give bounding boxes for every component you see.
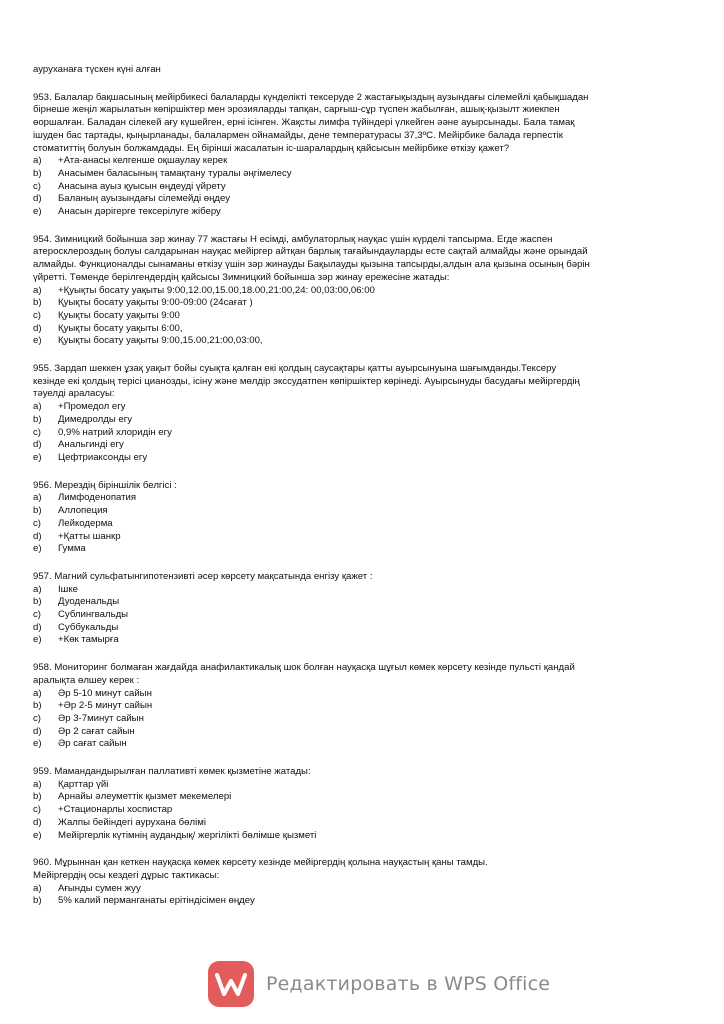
option-letter: a) — [33, 583, 42, 595]
option-letter: e) — [33, 206, 42, 218]
question-text-line: 955. Зардап шеккен ұзақ уақыт бойы суықта қалған екі қолдың саусақтары қатты ауырсынуына шағымданды.Тексеру — [33, 363, 557, 375]
question-text-line: 957. Магний сульфатынгипотензивті әсер көрсету мақсатында енгізу қажет : — [33, 570, 373, 582]
option-text: Баланың ауызындағы сілемейді өңдеу — [58, 193, 231, 205]
question-block — [33, 857, 698, 908]
question-text-line: тәуелді араласуы: — [33, 388, 115, 400]
option-text: Әр 3-7минут сайын — [58, 712, 144, 724]
answer-option — [33, 414, 698, 427]
answer-option — [33, 323, 698, 336]
question-block — [33, 363, 698, 465]
option-text: Қуықты босату уақыты 9:00-09:00 (24сағат ) — [58, 297, 253, 309]
question-block — [33, 234, 698, 348]
answer-option — [33, 181, 698, 194]
option-letter: a) — [33, 778, 42, 790]
option-letter: e) — [33, 451, 42, 463]
option-text: Қуықты босату уақыты 6:00, — [58, 322, 183, 334]
option-text: +Промедол егу — [58, 401, 126, 413]
option-text: Анасына ауыз қуысын өңдеуді үйрету — [58, 180, 226, 192]
wps-edit-banner[interactable] — [208, 960, 550, 1008]
option-letter: c) — [33, 804, 41, 816]
wps-logo-icon[interactable] — [208, 961, 254, 1007]
option-text: 0,9% натрий хлоридін егу — [58, 426, 172, 438]
option-text: Әр сағат сайын — [58, 738, 127, 750]
option-text: Қуықты босату уақыты 9:00 — [58, 309, 180, 321]
option-text: Гумма — [58, 543, 86, 555]
option-letter: d) — [33, 816, 42, 828]
question-list — [33, 92, 698, 908]
option-text: Жалпы бейіндегі аурухана бөлімі — [58, 816, 206, 828]
answer-option — [33, 596, 698, 609]
answer-option — [33, 883, 698, 896]
option-text: +Көк тамырға — [58, 634, 119, 646]
question-text-line: алмайды. Функционалды сынаманы өткізу үшін зәр жинауды Бақылауды қызына тапсырды,алдын ала қызына осының бәрін — [33, 259, 590, 271]
answer-option — [33, 206, 698, 219]
answer-option — [33, 193, 698, 206]
question-text-line: ішуден бас тартады, қыңырланады, балалармен ойнамайды, дене температурасы 37,3ºС. Мейірбике балада герпестік — [33, 129, 563, 141]
question-text-line: кезінде екі қолдың терісі цианозды, ісіну және мөлдір экссудатпен көпіршіктер көрінеді. Ауырсынуды басудағы мейіргердің — [33, 375, 580, 387]
question-block — [33, 662, 698, 751]
option-text: Суббукальды — [58, 621, 119, 633]
question-text-line: 959. Мамандандырылған паллативті көмек қызметіне жатады: — [33, 766, 311, 778]
option-text: Анальгинді егу — [58, 439, 124, 451]
option-letter: d) — [33, 725, 42, 737]
option-letter: b) — [33, 596, 42, 608]
answer-option — [33, 155, 698, 168]
question-text-line: аралықта өлшеу керек : — [33, 674, 140, 686]
answer-option — [33, 452, 698, 465]
question-text-line: 956. Мерездің біріншілік белгісі : — [33, 479, 177, 491]
answer-option — [33, 518, 698, 531]
answer-option — [33, 804, 698, 817]
option-letter: b) — [33, 167, 42, 179]
question-block — [33, 480, 698, 556]
question-text-line: 958. Мониторинг болмаған жағдайда анафилактикалық шок болған науқасқа шұғыл көмек көрсету кезінде пульсті қандай — [33, 662, 575, 674]
option-letter: a) — [33, 687, 42, 699]
question-text-line: Мейіргердің осы кездегі дұрыс тактикасы: — [33, 869, 220, 881]
option-text: +Әр 2-5 минут сайын — [58, 700, 153, 712]
option-letter: a) — [33, 882, 42, 894]
option-text: Сублингвальды — [58, 609, 129, 621]
answer-option — [33, 401, 698, 414]
intro-line: ауруханаға түскен күні алған — [33, 64, 161, 75]
option-letter: c) — [33, 517, 41, 529]
option-letter: d) — [33, 193, 42, 205]
question-text-line: стоматиттің болуын болжамдады. Ең бірінші жасалатын іс-шаралардың қайсысын мейірбике өткізу қажет? — [33, 142, 510, 154]
option-text: Аллопеция — [58, 505, 108, 517]
option-letter: c) — [33, 426, 41, 438]
option-letter: a) — [33, 155, 42, 167]
question-text-line: 960. Мұрыннан қан кеткен науқасқа көмек көрсету кезінде мейіргердің қолына науқастың қаны тамды. — [33, 857, 488, 869]
answer-option — [33, 335, 698, 348]
option-letter: e) — [33, 335, 42, 347]
option-letter: d) — [33, 322, 42, 334]
question-text-line: 954. Зимницкий бойынша зәр жинау 77 жастағы Н есімді, амбулаторлық науқас үшін күрделі тапсырма. Егде жаспен — [33, 233, 553, 245]
answer-option — [33, 439, 698, 452]
option-text: Анасымен баласының тамақтану туралы әңгімелесу — [58, 167, 292, 179]
answer-option — [33, 427, 698, 440]
wps-w-glyph-icon — [214, 970, 248, 998]
option-letter: a) — [33, 284, 42, 296]
question-text-line: 953. Балалар бақшасының мейірбикесі балаларды күнделікті тексеруде 2 жастағықыздың аузындағы сілемейлі қабықшадан — [33, 91, 589, 103]
option-letter: d) — [33, 439, 42, 451]
question-block — [33, 92, 698, 219]
answer-option — [33, 297, 698, 310]
answer-option — [33, 791, 698, 804]
option-text: Ішке — [58, 583, 79, 595]
option-text: +Қатты шанкр — [58, 530, 121, 542]
option-text: Анасын дәрігерге тексерілуге жіберу — [58, 206, 221, 218]
answer-option — [33, 817, 698, 830]
option-letter: c) — [33, 712, 41, 724]
option-letter: a) — [33, 492, 42, 504]
option-letter: b) — [33, 413, 42, 425]
option-letter: e) — [33, 634, 42, 646]
option-text: +Қуықты босату уақыты 9:00,12.00,15.00,18.00,21:00,24: 00,03:00,06:00 — [58, 284, 375, 296]
option-text: Лимфоденопатия — [58, 492, 137, 504]
option-text: Лейкодерма — [58, 517, 113, 529]
option-letter: d) — [33, 621, 42, 633]
option-text: Қарттар үйі — [58, 778, 109, 790]
answer-option — [33, 609, 698, 622]
answer-option — [33, 634, 698, 647]
answer-option — [33, 895, 698, 908]
question-block — [33, 571, 698, 647]
option-text: Димедролды егу — [58, 413, 133, 425]
option-letter: e) — [33, 829, 42, 841]
option-letter: b) — [33, 700, 42, 712]
answer-option — [33, 830, 698, 843]
answer-option — [33, 713, 698, 726]
answer-option — [33, 531, 698, 544]
answer-option — [33, 726, 698, 739]
option-letter: c) — [33, 309, 41, 321]
option-text: Ағынды сумен жуу — [58, 882, 141, 894]
option-text: Цефтриаксонды егу — [58, 451, 148, 463]
option-text: +Ата-анасы келгенше оқшаулау керек — [58, 155, 228, 167]
answer-option — [33, 584, 698, 597]
option-letter: d) — [33, 530, 42, 542]
answer-option — [33, 492, 698, 505]
option-text: Қуықты босату уақыты 9:00,15.00,21:00,03:00, — [58, 335, 263, 347]
option-letter: b) — [33, 791, 42, 803]
question-text-line: өоршалған. Баладан сілекей ағу күшейген, ерні ісінген. Жақсты лимфа түйіндері үлкейген әәне ауырсынады. Бала тамақ — [33, 117, 575, 129]
option-text: +Стационарлы хоспистар — [58, 804, 173, 816]
option-text: 5% калий перманганаты ерітіндісімен өңдеу — [58, 895, 255, 907]
document-page — [33, 64, 698, 908]
option-text: Арнайы әлеуметтік қызмет мекемелері — [58, 791, 232, 803]
answer-option — [33, 310, 698, 323]
option-letter: b) — [33, 505, 42, 517]
answer-option — [33, 285, 698, 298]
question-block — [33, 766, 698, 842]
answer-option — [33, 168, 698, 181]
option-text: Әр 5-10 минут сайын — [58, 687, 152, 699]
wps-edit-label[interactable]: Редактировать в WPS Office — [266, 973, 551, 995]
option-letter: e) — [33, 543, 42, 555]
answer-option — [33, 738, 698, 751]
option-letter: a) — [33, 401, 42, 413]
answer-option — [33, 505, 698, 518]
answer-option — [33, 700, 698, 713]
option-letter: c) — [33, 180, 41, 192]
option-letter: b) — [33, 297, 42, 309]
option-text: Дуоденальды — [58, 596, 120, 608]
option-text: Мейіргерлік күтімнің аудандық/ жергілікті бөлімше қызметі — [58, 829, 317, 841]
option-letter: b) — [33, 895, 42, 907]
question-text-line: үйретті. Төменде берілгендердің қайсысы Зимницкий бойынша зәр жинау ережесіне жатады: — [33, 271, 450, 283]
option-letter: c) — [33, 609, 41, 621]
answer-option — [33, 543, 698, 556]
option-letter: e) — [33, 738, 42, 750]
question-text-line: атеросклероздың болуы салдарынан науқас мейіргер айтқан барлық тағайындауларды есте сақтай алмайды және орындай — [33, 246, 588, 258]
answer-option — [33, 622, 698, 635]
question-text-line: бірнеше жеңіл жарылатын көпіршіктер мен эрозияларды тапқан, сарғыш-сұр түспен жабылған, ашық-қызылт жиекпен — [33, 104, 560, 116]
answer-option — [33, 688, 698, 701]
option-text: Әр 2 сағат сайын — [58, 725, 135, 737]
answer-option — [33, 779, 698, 792]
